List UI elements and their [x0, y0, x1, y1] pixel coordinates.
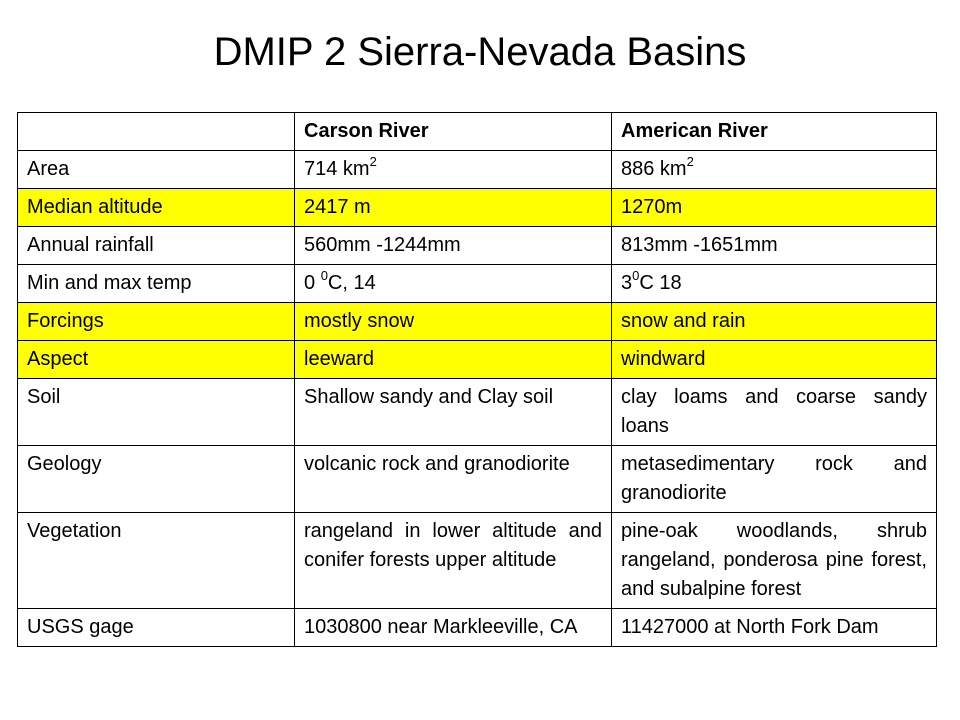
cell-text: 714 km [304, 158, 370, 180]
row-label-cell: Area [18, 151, 295, 189]
header-cell-carson-river: Carson River [295, 113, 612, 151]
table-row [18, 265, 937, 303]
cell-text: 1270m [621, 196, 683, 218]
carson-river-cell [295, 151, 612, 189]
american-river-cell [612, 303, 937, 341]
cell-text: 2417 m [304, 196, 371, 218]
table-row [18, 513, 937, 609]
cell-text: volcanic rock and granodiorite [304, 453, 570, 475]
american-river-cell [612, 265, 937, 303]
row-label-cell: Min and max temp [18, 265, 295, 303]
cell-text: leeward [304, 348, 375, 370]
row-label-cell: Annual rainfall [18, 227, 295, 265]
american-river-cell [612, 341, 937, 379]
cell-text-suffix: C 18 [639, 272, 682, 294]
cell-superscript: 2 [686, 154, 694, 170]
cell-text: Shallow sandy and Clay soil [304, 386, 554, 408]
cell-text: rangeland in lower altitude and conifer forests upper altitude [304, 520, 602, 571]
cell-text: clay loams and coarse sandy loans [621, 386, 927, 437]
table-row [18, 341, 937, 379]
carson-river-cell [295, 379, 612, 446]
cell-superscript: 0 [632, 268, 640, 284]
row-label-cell: Soil [18, 379, 295, 446]
american-river-cell [612, 446, 937, 513]
page-title: DMIP 2 Sierra-Nevada Basins [213, 30, 747, 74]
cell-text: 560mm -1244mm [304, 234, 461, 256]
row-label-cell: Median altitude [18, 189, 295, 227]
cell-text: windward [621, 348, 706, 370]
table-row [18, 379, 937, 446]
table-row [18, 151, 937, 189]
row-label-cell: Forcings [18, 303, 295, 341]
cell-text: 813mm -1651mm [621, 234, 778, 256]
header-cell-blank [18, 113, 295, 151]
carson-river-cell [295, 303, 612, 341]
american-river-cell [612, 379, 937, 446]
cell-text: 11427000 at North Fork Dam [621, 616, 879, 638]
cell-text: 886 km [621, 158, 687, 180]
table-row [18, 227, 937, 265]
table-row [18, 446, 937, 513]
american-river-cell [612, 189, 937, 227]
row-label-cell: Vegetation [18, 513, 295, 609]
table-row [18, 609, 937, 647]
header-cell-american-river: American River [612, 113, 937, 151]
cell-text-suffix: C, 14 [327, 272, 376, 294]
cell-superscript: 0 [320, 268, 328, 284]
cell-text: snow and rain [621, 310, 746, 332]
american-river-cell [612, 227, 937, 265]
cell-text: 0 [304, 272, 321, 294]
row-label-cell: Aspect [18, 341, 295, 379]
row-label-cell: Geology [18, 446, 295, 513]
basins-table [17, 112, 937, 647]
cell-text: 3 [621, 272, 633, 294]
carson-river-cell [295, 446, 612, 513]
american-river-cell [612, 609, 937, 647]
american-river-cell [612, 151, 937, 189]
american-river-cell [612, 513, 937, 609]
cell-text: 1030800 near Markleeville, CA [304, 616, 578, 638]
carson-river-cell [295, 189, 612, 227]
cell-text: mostly snow [304, 310, 415, 332]
carson-river-cell [295, 513, 612, 609]
cell-superscript: 2 [369, 154, 377, 170]
cell-text: pine-oak woodlands, shrub rangeland, ponderosa pine forest, and subalpine forest [621, 520, 927, 600]
table-header-row [18, 113, 937, 151]
table-row [18, 303, 937, 341]
table-row [18, 189, 937, 227]
carson-river-cell [295, 265, 612, 303]
row-label-cell: USGS gage [18, 609, 295, 647]
cell-text: metasedimentary rock and granodiorite [621, 453, 927, 504]
carson-river-cell [295, 227, 612, 265]
carson-river-cell [295, 341, 612, 379]
carson-river-cell [295, 609, 612, 647]
